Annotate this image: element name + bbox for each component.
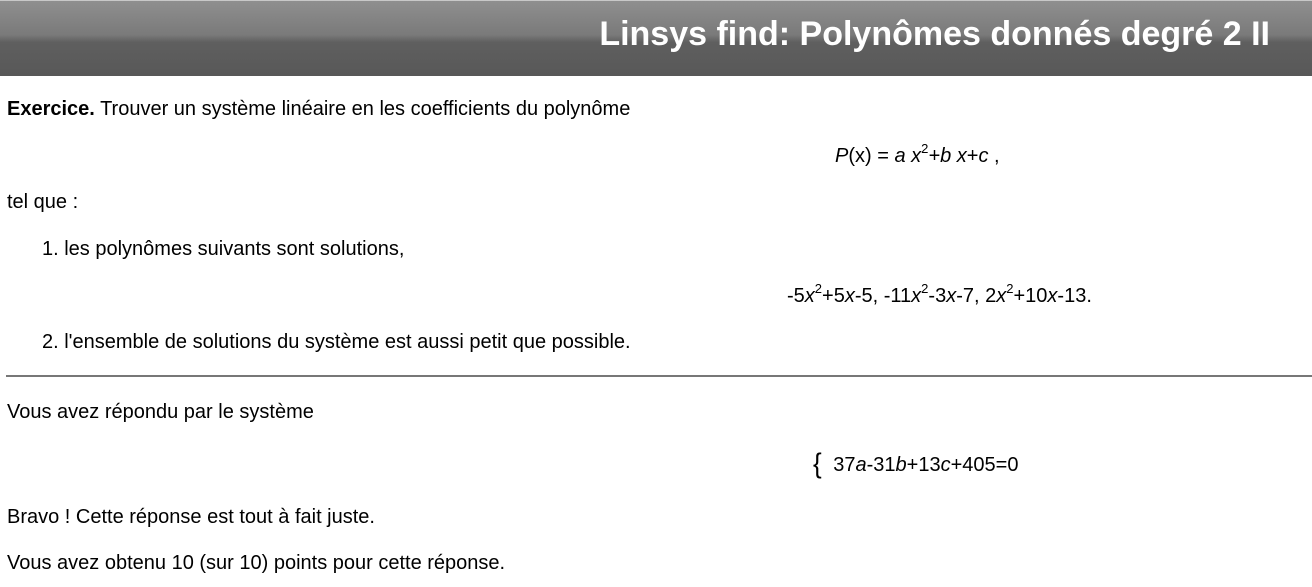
sol3-x: x [996,285,1007,307]
poly-x1: x [911,145,922,167]
poly-p: P [835,145,849,167]
sol1-x2: x [844,285,855,307]
sol1-exp: 2 [814,281,823,296]
system-n4: +405=0 [950,454,1019,476]
poly-c: c [978,145,989,167]
sol2-b: -3 [928,285,947,307]
sol1-c: -5, -11 [854,285,912,307]
sol2-x2: x [946,285,957,307]
answer-intro: Vous avez répondu par le système [7,401,314,423]
poly-plus-b: +b [928,145,952,167]
sol1-b: +5 [822,285,845,307]
system-c: c [940,454,951,476]
exercise-label: Exercice. [7,98,95,120]
sol2-exp: 2 [921,281,929,296]
answer-system [813,447,1019,479]
poly-a: a [894,145,906,167]
system-n1: 37 [827,454,856,476]
poly-exp: 2 [921,141,929,156]
poly-plus: + [966,145,979,167]
sol2-c: -7, 2 [956,285,997,307]
system-n2: -31 [866,454,896,476]
sol3-c: -13. [1057,285,1092,307]
poly-x-paren: (x) [848,145,872,167]
sol3-exp: 2 [1006,281,1014,296]
sol2-x: x [911,285,922,307]
solution-polynomials [787,281,1092,308]
section-divider [6,375,1312,377]
system-brace: { [813,447,822,479]
sol3-b: +10 [1013,285,1048,307]
sol1-x: x [804,285,815,307]
score-message: Vous avez obtenu 10 (sur 10) points pour cette réponse. [7,552,506,574]
sol3-x2: x [1047,285,1058,307]
exercise-intro: Trouver un système linéaire en les coefficients du polynôme [100,98,631,120]
list-item-minimal: 2. l'ensemble de solutions du système est aussi petit que possible. [42,331,631,353]
exercise-statement [7,97,630,121]
system-n3: +13 [906,454,941,476]
feedback-message: Bravo ! Cette réponse est tout à fait juste. [7,506,375,528]
system-b: b [895,454,907,476]
poly-equals: = [871,145,895,167]
list-item-solutions: 1. les polynômes suivants sont solutions, [42,238,405,260]
poly-tail: , [988,145,1000,167]
system-a: a [855,454,867,476]
polynomial-formula [835,141,1000,168]
poly-x2: x [956,145,967,167]
tel-que-text: tel que : [7,191,79,213]
sol1-coef: -5 [787,285,805,307]
page-title: Linsys find: Polynômes donnés degré 2 II [599,15,1270,53]
